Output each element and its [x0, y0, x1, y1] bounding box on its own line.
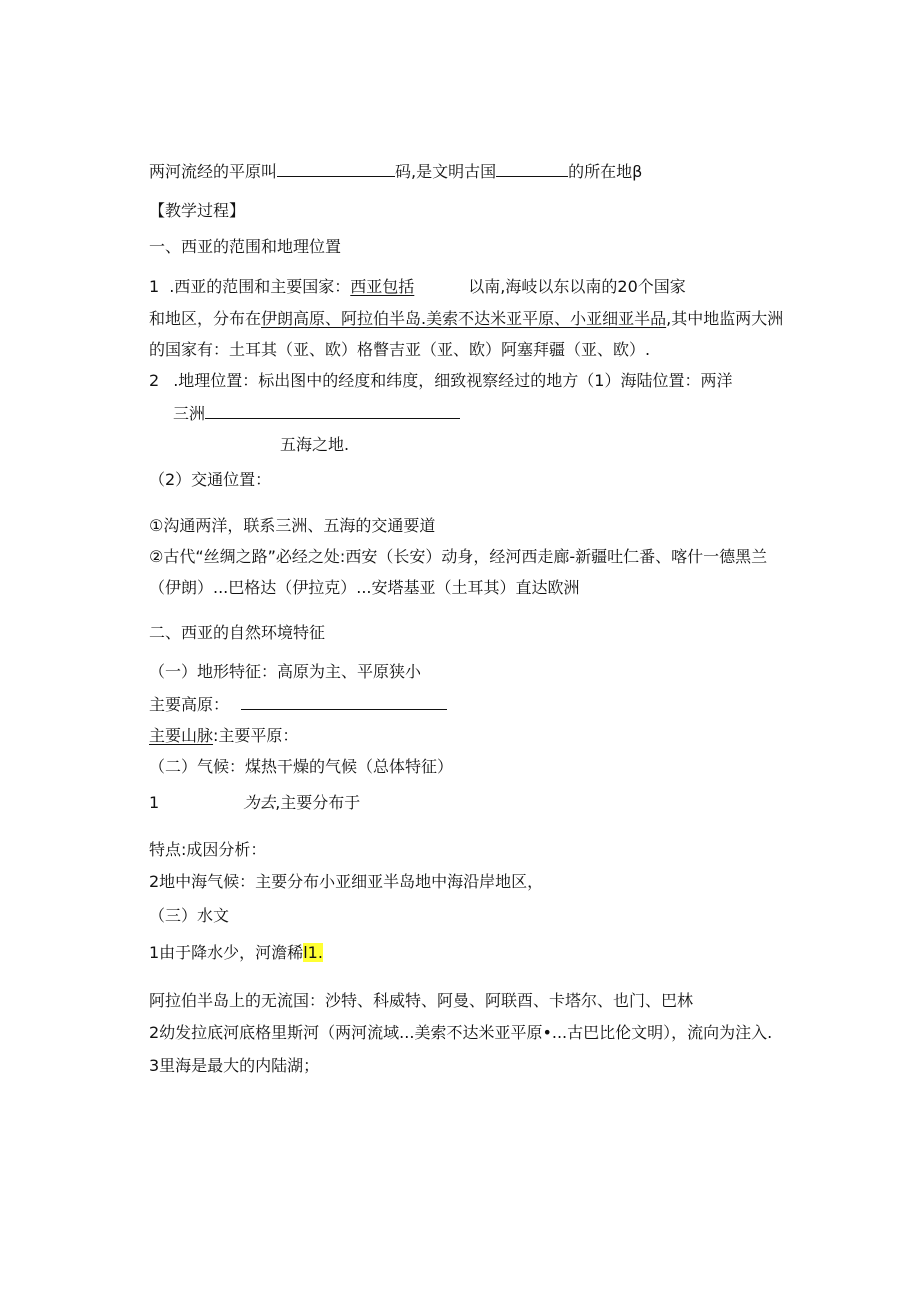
section-1-title: 一、西亚的范围和地理位置: [149, 237, 342, 256]
traffic-item-2-cont: （伊朗）...巴格达（伊拉克）...安塔基亚（土耳其）直达欧洲: [149, 578, 580, 597]
intro-line: [149, 160, 642, 183]
climate-item-1-a: 为去: [243, 793, 276, 812]
item-1-1-b: 西亚包括: [350, 277, 415, 296]
plateau-line: [149, 693, 447, 716]
intro-text-b: 码,是文明古国: [395, 162, 497, 181]
item-1-2-num: 2: [149, 371, 160, 390]
traffic-item-2: ②古代“丝绸之路”必经之处:西安（长安）动身，经河西走廊-新疆吐仁番、喀什一德黑兰: [149, 547, 768, 566]
intro-text-c: 的所在地β: [568, 162, 643, 181]
item-1-2-text: .地理位置：标出图中的经度和纬度，细致视察经过的地方（1）海陆位置：两洋: [173, 371, 733, 390]
item-1-1: [149, 276, 686, 298]
hydro-item-3: 3里海是最大的内陆湖；: [149, 1056, 320, 1075]
climate-item-1-b: ,主要分布于: [275, 793, 361, 812]
item-1-1-cont-c: ,其中地监两大洲: [666, 309, 784, 328]
blank-three-continents: [205, 402, 460, 419]
section-2-title: 二、西亚的自然环境特征: [149, 623, 326, 642]
five-seas-line: 五海之地.: [280, 435, 350, 454]
hydro-item-2: 2幼发拉底河底格里斯河（两河流域...美索不达米亚平原•...古巴比伦文明），流向为注入.: [149, 1023, 773, 1042]
plain-label: :主要平原：: [213, 726, 299, 745]
terrain-heading: （一）地形特征：高原为主、平原狭小: [149, 662, 422, 681]
traffic-item-1: ①沟通两洋，联系三洲、五海的交通要道: [149, 516, 436, 535]
intro-text-a: 两河流经的平原叫: [149, 162, 278, 181]
no-outflow-line: 阿拉伯半岛上的无流国：沙特、科威特、阿曼、阿联酉、卡塔尔、也门、巴林: [149, 991, 694, 1010]
climate-item-1: [149, 792, 360, 814]
process-heading: 【教学过程】: [149, 201, 246, 220]
blank-plateau: [241, 693, 447, 710]
blank-civilization: [496, 160, 568, 177]
blank-plain-name: [277, 160, 395, 177]
three-continents-line: [173, 402, 460, 425]
item-1-1-cont-a: 和地区，分布在: [149, 309, 262, 328]
traffic-heading: （2）交通位置：: [149, 470, 272, 489]
climate-heading: （二）气候：煤热干燥的气候（总体特征）: [149, 757, 454, 776]
hydro-item-1-highlight: l1.: [303, 943, 323, 962]
item-1-1-cont2: 的国家有：土耳其（亚、欧）格瞥吉亚（亚、欧）阿塞拜疆（亚、欧）.: [149, 340, 651, 359]
item-1-1-cont-b: 伊朗高原、阿拉伯半岛.美索不达米亚平原、小亚细亚半品: [261, 309, 667, 328]
item-1-1-c: 以南,海岐以东以南的20个国家: [468, 277, 686, 296]
three-continents-label: 三洲: [173, 404, 206, 423]
features-line: 特点:成因分析：: [149, 840, 267, 859]
climate-item-1-num: 1: [149, 793, 160, 812]
plateau-label: 主要高原：: [149, 695, 230, 714]
climate-item-2: 2地中海气候：主要分布小亚细亚半岛地中海沿岸地区，: [149, 872, 544, 891]
item-1-1-num: 1: [149, 277, 160, 296]
item-1-2: [149, 370, 732, 392]
item-1-1-a: .西亚的范围和主要国家：: [169, 277, 351, 296]
hydro-item-1-a: 1由于降水少，河澹稀: [149, 943, 304, 962]
mountain-line: [149, 725, 298, 747]
hydro-item-1: [149, 942, 323, 964]
mountain-label: 主要山脉: [149, 726, 214, 745]
item-1-1-cont: [149, 308, 783, 330]
hydro-heading: （三）水文: [149, 906, 230, 925]
